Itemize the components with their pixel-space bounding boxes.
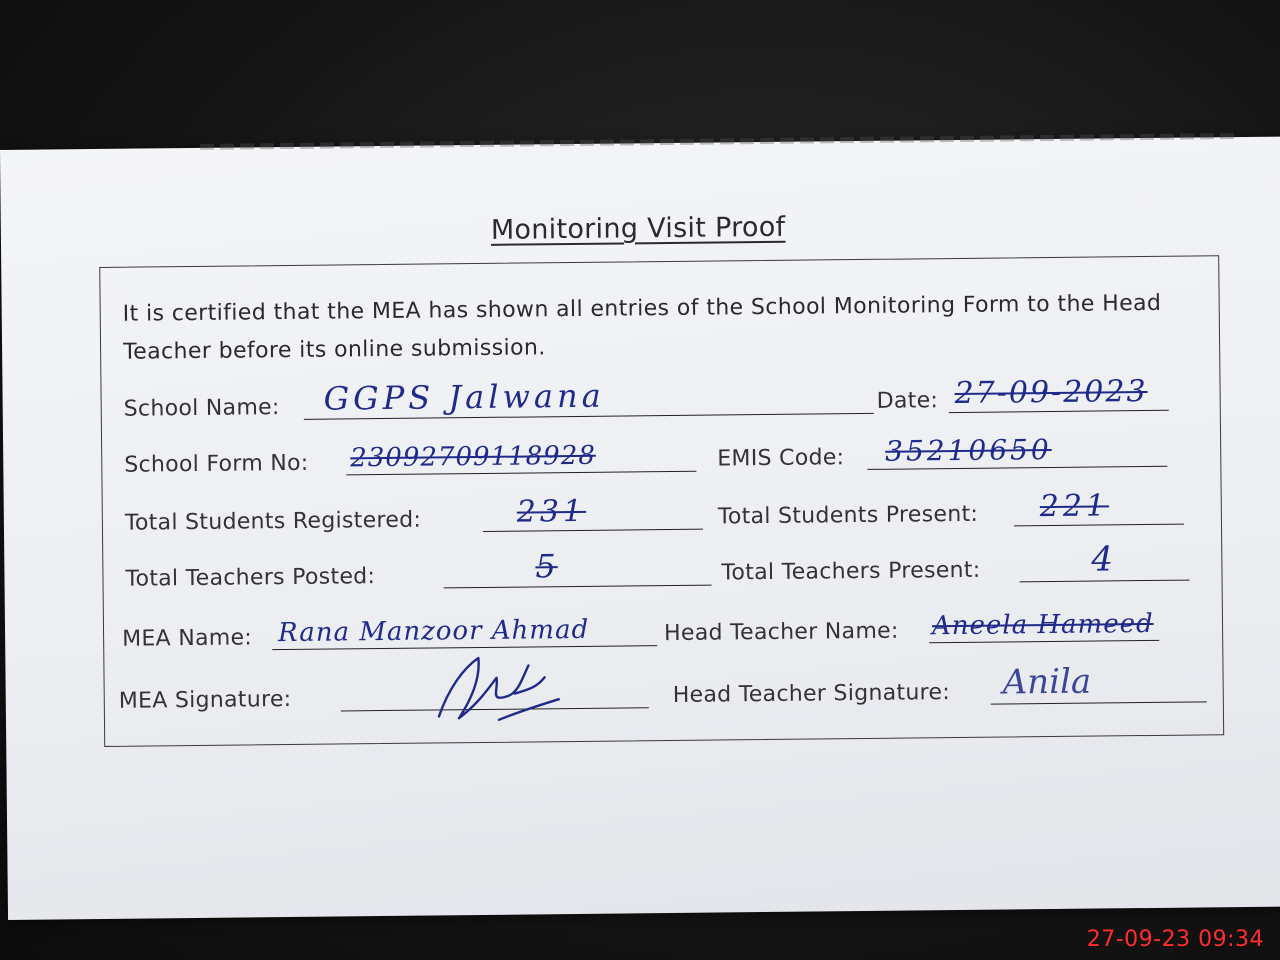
total-teachers-posted-value: 5 <box>535 547 558 586</box>
school-form-no-field[interactable] <box>124 426 705 488</box>
date-label: Date: <box>876 388 939 414</box>
head-teacher-signature-value: Anila <box>1002 661 1092 703</box>
date-field[interactable] <box>876 364 1207 423</box>
total-teachers-present-line <box>1020 580 1190 583</box>
mea-signature-label: MEA Signature: <box>118 686 292 714</box>
certification-text: It is certified that the MEA has shown all entries of the School Monitoring Form to the Head Teacher before its online submission. <box>122 290 1162 365</box>
row-school-form <box>102 420 1223 488</box>
total-teachers-present-label: Total Teachers Present: <box>721 557 981 586</box>
camera-timestamp: 27-09-23 09:34 <box>1086 927 1264 952</box>
total-teachers-present-value: 4 <box>1091 539 1116 580</box>
total-students-registered-value: 231 <box>516 493 587 530</box>
total-students-registered-field[interactable] <box>125 484 706 546</box>
school-form-no-label: School Form No: <box>124 450 309 478</box>
head-teacher-name-value: Aneela Hameed <box>931 608 1154 642</box>
mea-signature-field[interactable] <box>118 662 649 724</box>
mea-name-field[interactable] <box>122 600 668 662</box>
row-signatures <box>104 656 1225 724</box>
head-teacher-name-field[interactable] <box>664 594 1225 656</box>
form-title: Monitoring Visit Proof <box>490 211 786 246</box>
head-teacher-signature-label: Head Teacher Signature: <box>672 680 951 708</box>
school-name-label: School Name: <box>123 395 280 422</box>
mea-signature-mark <box>418 647 579 731</box>
emis-code-field[interactable] <box>717 421 1178 482</box>
head-teacher-name-label: Head Teacher Name: <box>663 618 899 647</box>
emis-code-label: EMIS Code: <box>717 445 845 472</box>
total-students-present-value: 221 <box>1039 488 1110 525</box>
certification-box <box>99 255 1224 747</box>
school-name-value: GGPS Jalwana <box>323 376 605 418</box>
school-name-field[interactable] <box>123 368 874 432</box>
row-names <box>104 594 1225 662</box>
row-teachers <box>103 534 1224 602</box>
total-teachers-present-field[interactable] <box>721 535 1192 596</box>
school-form-no-value: 23092709118928 <box>350 440 596 474</box>
torn-edge <box>200 133 1240 150</box>
mea-name-label: MEA Name: <box>121 625 253 652</box>
total-teachers-posted-label: Total Teachers Posted: <box>125 564 376 592</box>
total-students-present-label: Total Students Present: <box>717 501 979 530</box>
date-value: 27-09-2023 <box>954 373 1148 412</box>
emis-code-value: 35210650 <box>885 433 1052 468</box>
total-students-present-field[interactable] <box>718 479 1189 540</box>
head-teacher-signature-field[interactable] <box>672 656 1213 718</box>
total-teachers-posted-line <box>444 585 712 589</box>
form-slip <box>0 136 1280 919</box>
total-students-registered-label: Total Students Registered: <box>124 507 422 536</box>
total-teachers-posted-field[interactable] <box>125 540 716 602</box>
mea-name-value: Rana Manzoor Ahmad <box>277 614 590 649</box>
